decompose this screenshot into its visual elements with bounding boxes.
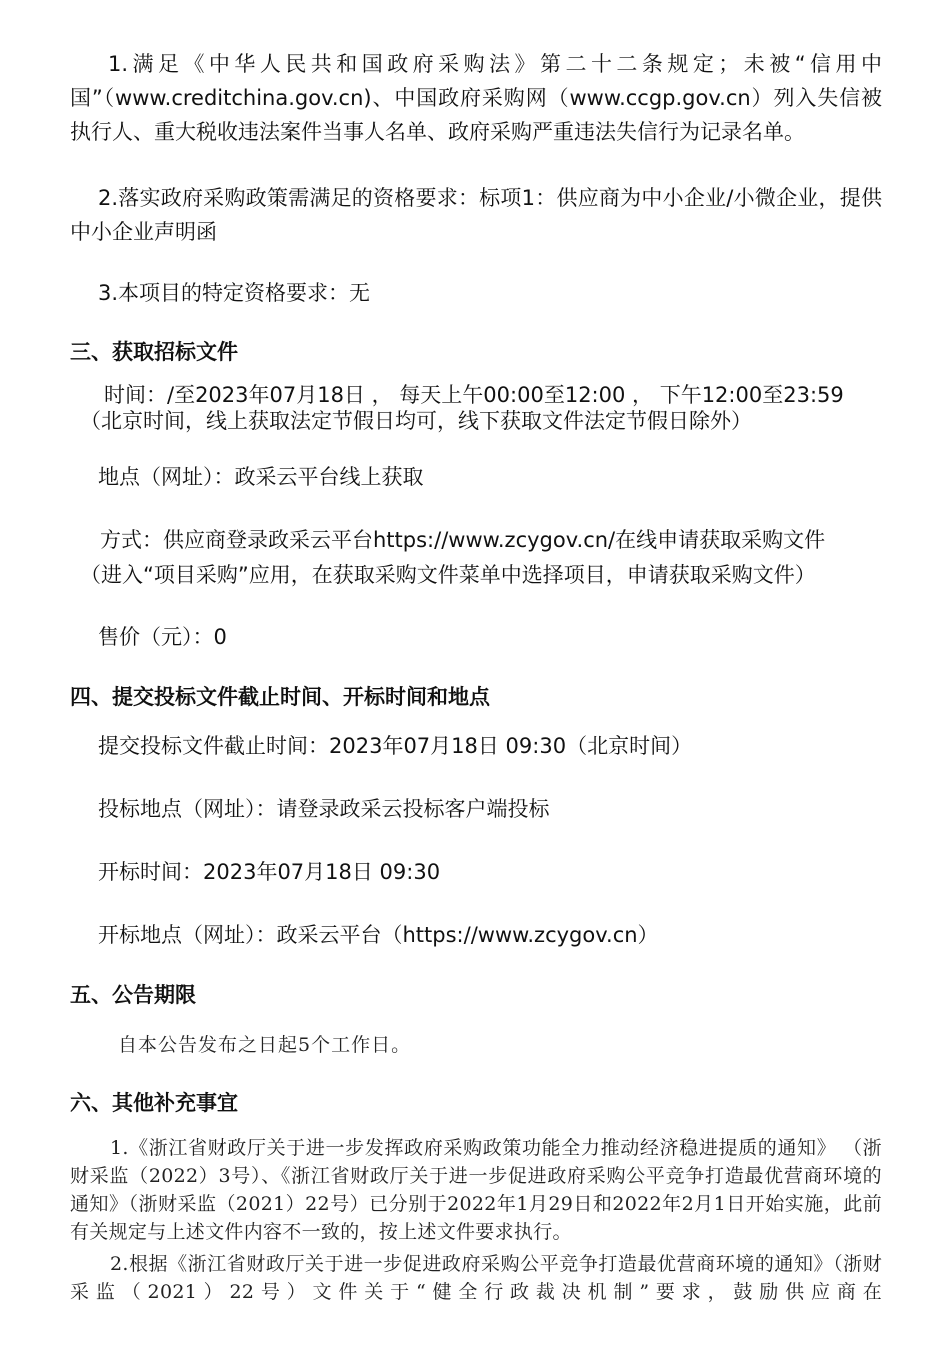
section-heading-notice-period: 五、公告期限 xyxy=(70,983,196,1007)
notice-period-text: 自本公告发布之日起5个工作日。 xyxy=(118,1034,412,1056)
other-matter-item-1: 1.《浙江省财政厅关于进一步发挥政府采购政策功能全力推动经济稳进提质的通知》 （浙财采监（2022）3号）、《浙江省财政厅关于进一步促进政府采购公平竞争打造最优营商环境的通知》（浙财采监（2021）22号）已分别于2022年1月29日和2022年2月1日开始实施，此前有关规定与上述文件内容不一致的，按上述文件要求执行。 xyxy=(70,1137,882,1243)
section-heading-obtain-documents: 三、获取招标文件 xyxy=(70,340,238,364)
obtain-location: 地点（网址）：政采云平台线上获取 xyxy=(98,465,424,489)
qualification-item-1: 1.满足《中华人民共和国政府采购法》第二十二条规定；未被“信用中国”（www.creditchina.gov.cn)、中国政府采购网（www.ccgp.gov.cn）列入失信被执行人、重大税收违法案件当事人名单、政府采购严重违法失信行为记录名单。 xyxy=(70,52,882,144)
obtain-time-line-1: 时间：/至2023年07月18日 ， 每天上午00:00至12:00 ， 下午12:00至23:59 xyxy=(104,383,844,407)
bid-location: 投标地点（网址）：请登录政采云投标客户端投标 xyxy=(98,797,550,821)
obtain-method-line-1: 方式：供应商登录政采云平台https://www.zcygov.cn/在线申请获取采购文件 xyxy=(100,528,826,552)
obtain-method-line-2: （进入“项目采购”应用，在获取采购文件菜单中选择项目，申请获取采购文件） xyxy=(80,563,816,587)
opening-location: 开标地点（网址）：政采云平台（https://www.zcygov.cn） xyxy=(98,923,659,947)
opening-time: 开标时间：2023年07月18日 09:30 xyxy=(98,860,441,884)
qualification-item-3: 3.本项目的特定资格要求：无 xyxy=(98,281,371,305)
other-matter-item-2: 2.根据《浙江省财政厅关于进一步促进政府采购公平竞争打造最优营商环境的通知》（浙财采监（2021）22号）文件关于“健全行政裁决机制”要求，鼓励供应商在 xyxy=(70,1253,882,1303)
section-heading-other-matters: 六、其他补充事宜 xyxy=(70,1091,238,1115)
bid-deadline: 提交投标文件截止时间：2023年07月18日 09:30（北京时间） xyxy=(98,734,693,758)
obtain-time-line-2: （北京时间，线上获取法定节假日均可，线下获取文件法定节假日除外） xyxy=(80,409,752,433)
section-heading-deadline: 四、提交投标文件截止时间、开标时间和地点 xyxy=(70,685,490,709)
document-price: 售价（元）：0 xyxy=(98,625,227,649)
qualification-item-2: 2.落实政府采购政策需满足的资格要求：标项1：供应商为中小企业/小微企业，提供中小企业声明函 xyxy=(70,186,882,244)
